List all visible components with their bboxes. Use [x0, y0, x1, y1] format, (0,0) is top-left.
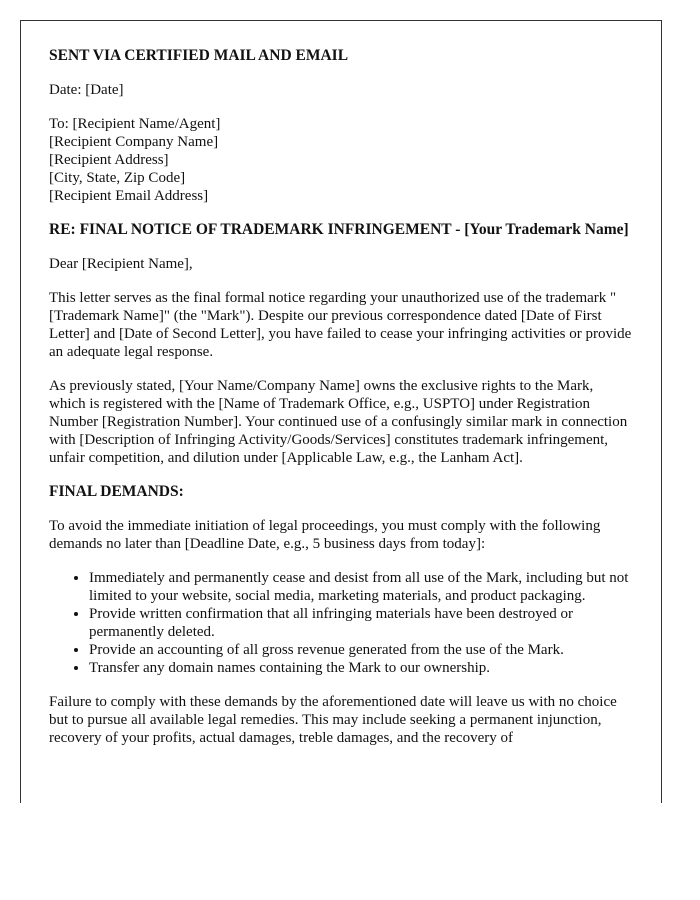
- body-paragraph-ownership: As previously stated, [Your Name/Company Name] owns the exclusive rights to the Mark, which is registered with the [Name of Trademark Office, e.g., USPTO] under Registration Number [Registration Number]. Your continued use of a confusingly similar mark in connection with [Description of Infringing Activity/Goods/Services] constitutes trademark infringement, unfair competition, and dilution under [Applicable Law, e.g., the Lanham Act].: [49, 378, 628, 466]
- recipient-address-line: [Recipient Address]: [49, 152, 169, 168]
- demand-item: • Immediately and permanently cease and desist from all use of the Mark, including but not limited to your website, social media, marketing materials, and product packaging.: [89, 569, 633, 605]
- demands-heading: FINAL DEMANDS:: [49, 483, 184, 500]
- closing-paragraph: Failure to comply with these demands by the aforementioned date will leave us with no choice but to pursue all available legal remedies. This may include seeking a permanent injunction, recovery of your profits, actual damages, treble damages, and the recovery of: [49, 694, 617, 746]
- sending-method-heading: SENT VIA CERTIFIED MAIL AND EMAIL: [49, 47, 349, 64]
- demands-intro: To avoid the immediate initiation of legal proceedings, you must comply with the following demands no later than [Deadline Date, e.g., 5 business days from today]:: [49, 518, 601, 552]
- demands-list: [49, 569, 633, 677]
- demand-item: • Provide an accounting of all gross revenue generated from the use of the Mark.: [89, 641, 633, 659]
- recipient-name-line: To: [Recipient Name/Agent]: [49, 116, 221, 132]
- recipient-city-line: [City, State, Zip Code]: [49, 170, 186, 186]
- recipient-company-line: [Recipient Company Name]: [49, 134, 219, 150]
- recipient-address-block: [49, 115, 633, 205]
- letter-document: [20, 20, 662, 803]
- demand-item: • Provide written confirmation that all infringing materials have been destroyed or permanently deleted.: [89, 605, 633, 641]
- demand-item: • Transfer any domain names containing the Mark to our ownership.: [89, 659, 633, 677]
- body-paragraph-notice: This letter serves as the final formal notice regarding your unauthorized use of the trademark "[Trademark Name]" (the "Mark"). Despite our previous correspondence dated [Date of First Letter] and [Date of Second Letter], you have failed to cease your infringing activities or provide an adequate legal response.: [49, 290, 632, 360]
- recipient-email-line: [Recipient Email Address]: [49, 188, 209, 204]
- document-viewport: [20, 20, 662, 803]
- salutation: Dear [Recipient Name],: [49, 256, 193, 272]
- subject-line: RE: FINAL NOTICE OF TRADEMARK INFRINGEMENT - [Your Trademark Name]: [49, 221, 629, 238]
- date-line: Date: [Date]: [49, 82, 124, 98]
